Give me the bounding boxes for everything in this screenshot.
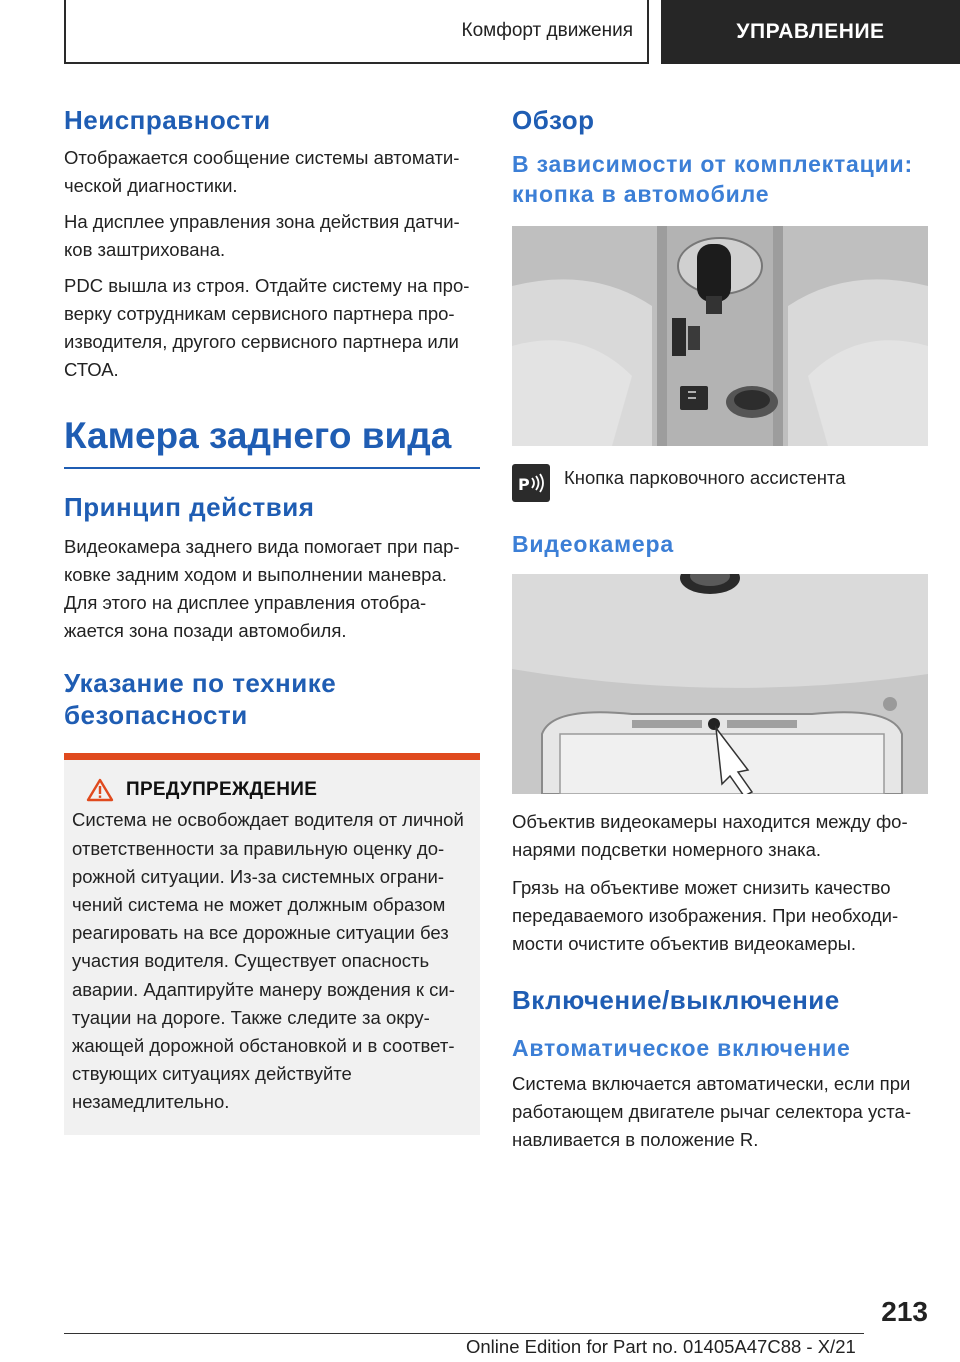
- button-caption-row: [512, 464, 928, 502]
- warning-title: ПРЕДУПРЕЖДЕНИЕ: [126, 779, 318, 801]
- page-number: 213: [881, 1296, 928, 1327]
- warning-text: Система не освобождает водителя от личной ответственности за правильную оценку до-рожной ситуации. Из-за системных ограни-чений система не может должным образом реагировать на все дорожные ситуации без участия водителя. Существует опасность аварии. Адаптируйте манеру вождения к си-туации на дороге. Также следите за окру-жающей дорожной обстановкой и в соответ-ствующих ситуациях действуйте незамедлительно.: [72, 809, 464, 1113]
- section-tab: Комфорт движения: [64, 0, 649, 64]
- warning-triangle-icon: [86, 778, 114, 802]
- camera-paragraph-1: Объектив видеокамеры находится между фо-нарями подсветки номерного знака.: [512, 810, 908, 860]
- park-assist-button-icon: [512, 464, 550, 502]
- auto-on-paragraph: Система включается автоматически, если при работающем двигателе рычаг селектора уста-навливается в положение R.: [512, 1073, 911, 1151]
- camera-photo: [512, 574, 928, 794]
- overview-heading: Обзор: [512, 105, 595, 135]
- button-caption: Кнопка парковочного ассистента: [564, 467, 846, 489]
- onoff-heading: Включение/выключение: [512, 984, 840, 1015]
- page-header: [64, 0, 960, 64]
- console-photo: [512, 226, 928, 446]
- warning-box: [64, 753, 480, 1134]
- videocamera-heading: Видеокамера: [512, 531, 674, 558]
- faults-paragraph-1: Отображается сообщение системы автомати-ческой диагностики.: [64, 147, 460, 197]
- principle-paragraph: Видеокамера заднего вида помогает при пар-ковке задним ходом и выполнении маневра. Для этого на дисплее управления отобра-жается зона позади автомобиля.: [64, 535, 460, 641]
- heading-rule: [64, 467, 480, 469]
- auto-on-heading: Автоматическое включение: [512, 1035, 851, 1062]
- safety-heading: Указание по технике безопасности: [64, 667, 337, 731]
- rear-camera-image: [512, 574, 928, 794]
- faults-paragraph-2: На дисплее управления зона действия датчи-ков заштрихована.: [64, 211, 460, 261]
- center-console-image: [512, 226, 928, 446]
- left-column: [64, 100, 480, 1135]
- footer-rule: [64, 1333, 864, 1334]
- warning-header: [72, 778, 472, 802]
- camera-section-heading: Камера заднего вида: [64, 415, 452, 457]
- camera-paragraph-2: Грязь на объективе может снизить качество передаваемого изображения. При необходи-мости очистите объектив видеокамеры.: [512, 876, 899, 954]
- chapter-tab: УПРАВЛЕНИЕ: [661, 0, 960, 64]
- edition-note: Online Edition for Part no. 01405A47C88 - X/21: [466, 1336, 856, 1357]
- faults-paragraph-3: PDC вышла из строя. Отдайте систему на про-верку сотрудникам сервисного партнера про-изводителя, другого сервисного партнера или СТОА.: [64, 275, 470, 381]
- right-column: [512, 100, 928, 1154]
- equipment-heading: В зависимости от комплектации: кнопка в автомобиле: [512, 151, 913, 208]
- principle-heading: Принцип действия: [64, 491, 315, 522]
- faults-heading: Неисправности: [64, 105, 271, 135]
- svg-text:P: P: [518, 475, 530, 495]
